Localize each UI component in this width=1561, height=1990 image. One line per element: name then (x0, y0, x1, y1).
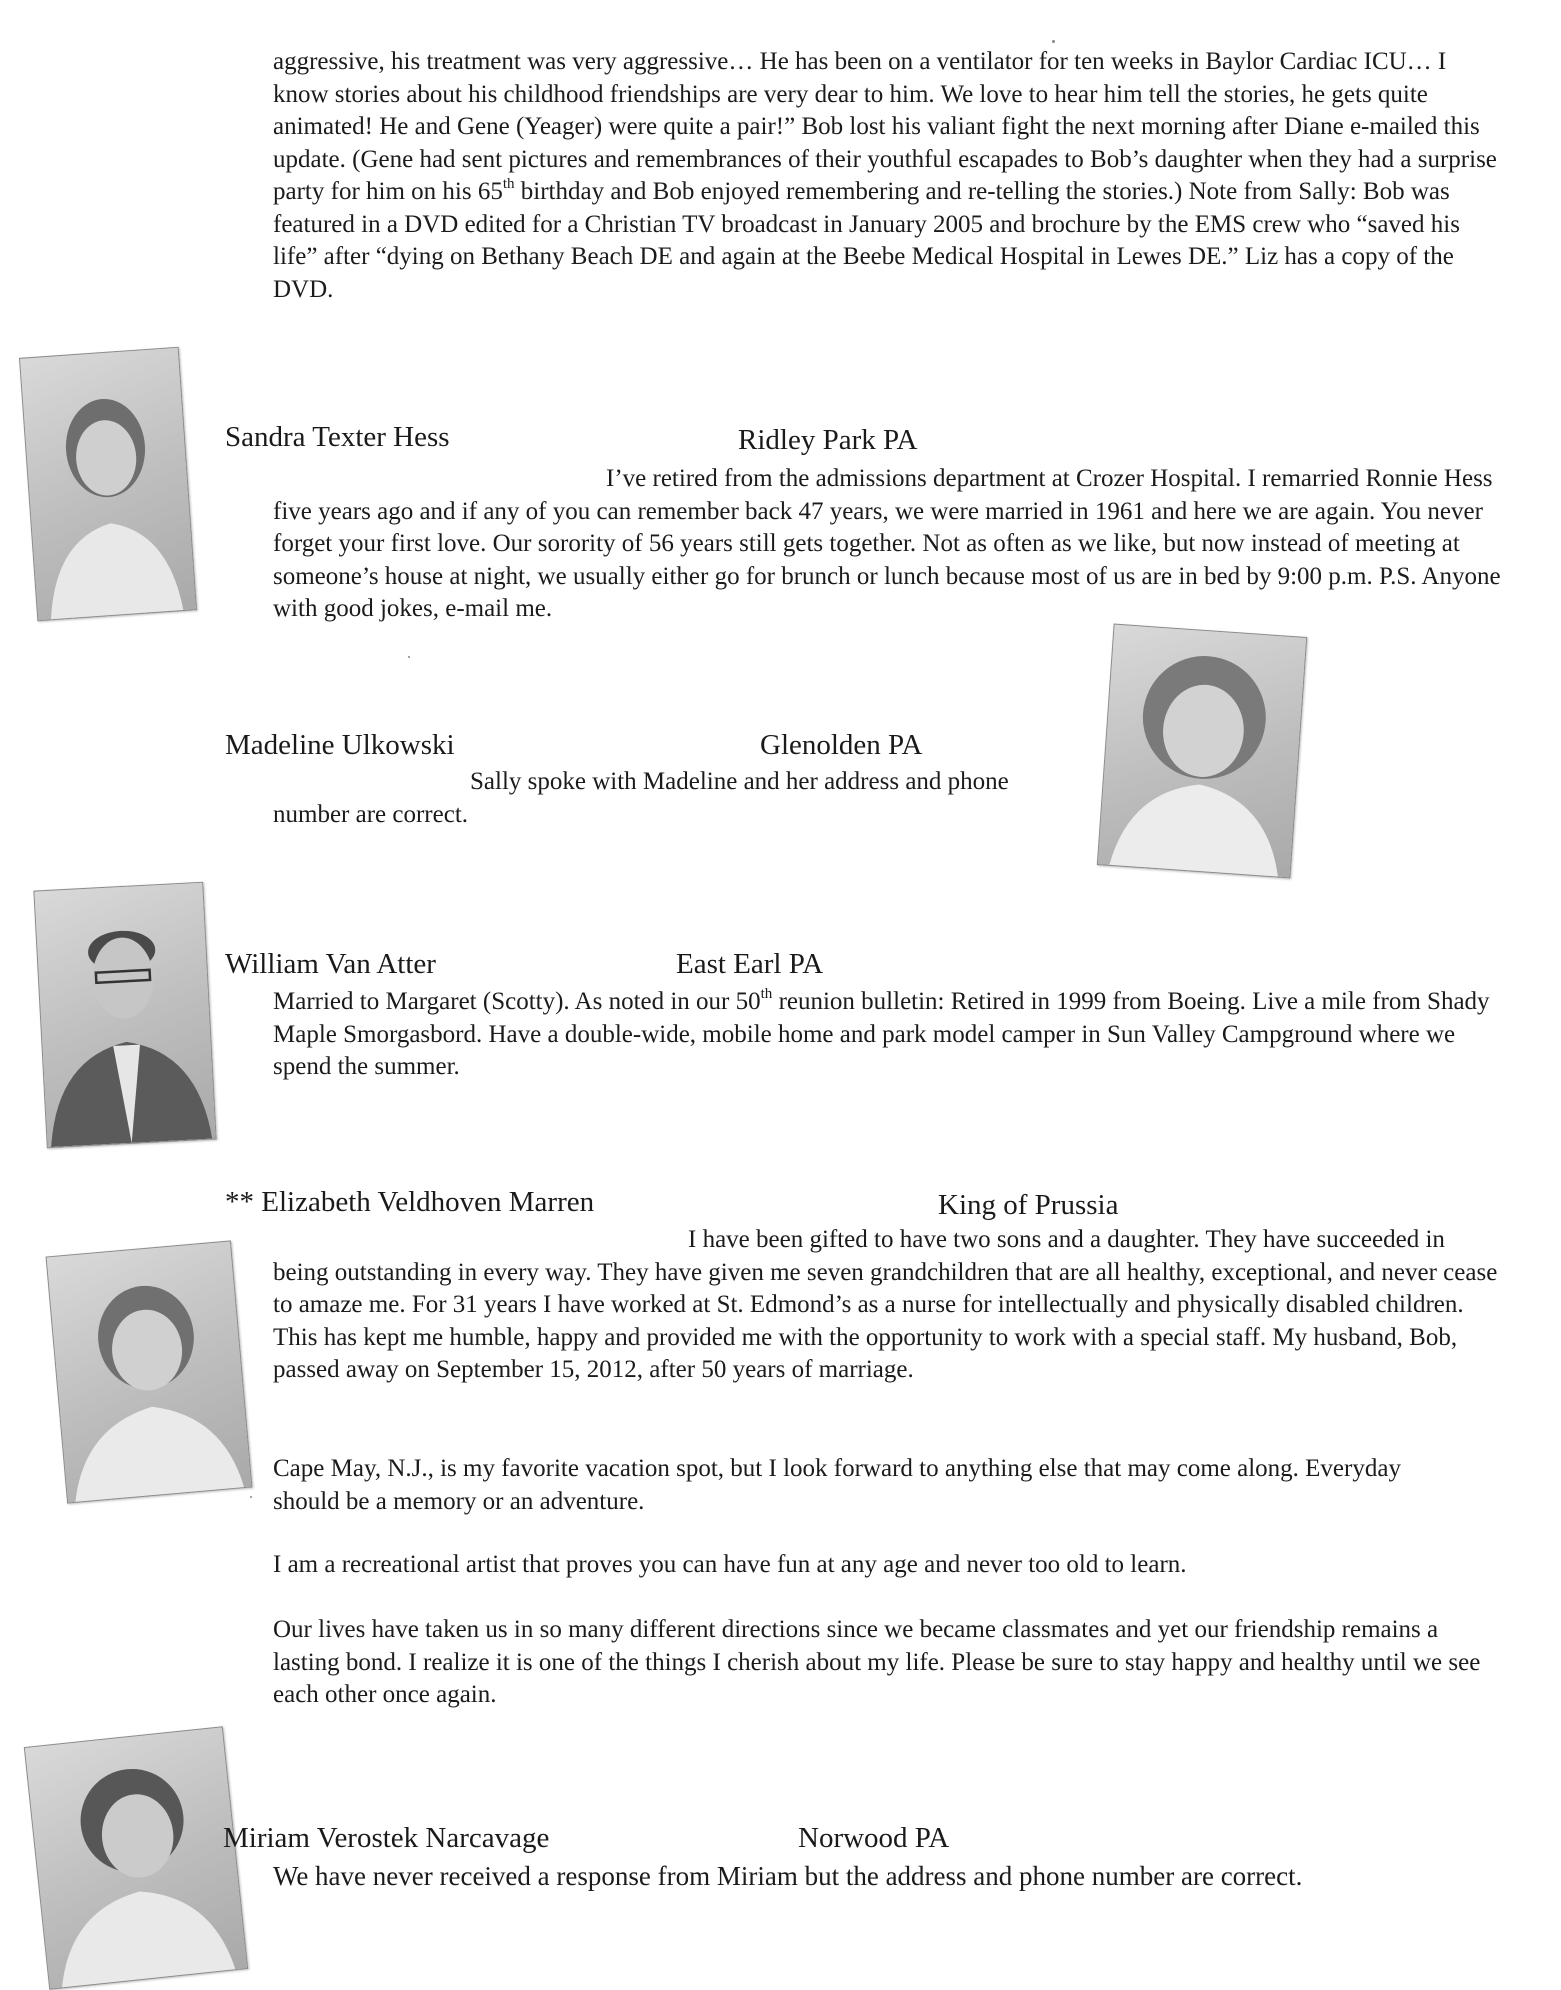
portrait-photo-elizabeth (46, 1240, 253, 1503)
person-silhouette-icon (47, 1241, 252, 1502)
person-silhouette-icon (34, 883, 215, 1147)
classmate-note-text: Cape May, N.J., is my favorite vacation spot, but I look forward to anything else that may come along. Everyday should be a memory or an adventure. (273, 1455, 1401, 1515)
portrait-photo-william (33, 882, 216, 1149)
top-paragraph-text-2: birthday and Bob enjoyed remembering and re-telling the stories.) Note from Sally: Bob was featured in a DVD edited for a Christian TV broadcast in January 2005 and brochure by the EMS crew who “saved his life” after “dying on Bethany Beach DE and again at the Beebe Medical Hospital in Lewes DE.” Liz has a copy of the DVD. (273, 178, 1460, 303)
classmate-note (273, 1860, 1523, 1893)
scan-speck (408, 656, 410, 658)
classmate-note (273, 986, 1503, 1084)
classmate-note (273, 1549, 1503, 1582)
scan-speck (1052, 40, 1055, 43)
classmate-location: Glenolden PA (760, 729, 923, 761)
top-paragraph-text-1: aggressive, his treatment was very aggressive… He has been on a ventilator for ten weeks in Baylor Cardiac ICU… I know stories about his childhood friendships are very dear to him. We love to hear him tell the stories, he gets quite animated! He and Gene (Yeager) were quite a pair!” Bob lost his valiant fight the next morning after Diane e-mailed this update. (Gene had sent pictures and remembrances of their youthful escapades to Bob’s daughter when they had a surprise party for him on his 65 (273, 48, 1497, 205)
classmate-note (273, 463, 1503, 626)
classmate-note-text-1: Married to Margaret (Scotty). As noted in our 50 (273, 988, 761, 1015)
portrait-photo-miriam (24, 1726, 248, 1990)
scan-speck (250, 1496, 252, 1498)
classmate-location: East Earl PA (676, 948, 824, 980)
classmate-note-text: Sally spoke with Madeline and her address and phone number are correct. (273, 768, 1009, 828)
classmate-name: Madeline Ulkowski (225, 729, 455, 761)
classmate-note (273, 1453, 1438, 1518)
classmate-location: Ridley Park PA (738, 424, 918, 456)
portrait-photo-sandra (19, 347, 197, 622)
classmate-location: Norwood PA (798, 1822, 950, 1854)
classmate-note-text: Our lives have taken us in so many different directions since we became classmates and yet our friendship remains a lasting bond. I realize it is one of the things I cherish about my life. Please be sure to stay happy and healthy until we see each other once again. (273, 1616, 1481, 1708)
ordinal-suffix: th (502, 175, 515, 192)
classmate-note-text: I am a recreational artist that proves you can have fun at any age and never too old to learn. (273, 1551, 1187, 1578)
classmate-name: ** Elizabeth Veldhoven Marren (225, 1186, 595, 1218)
person-silhouette-icon (25, 1727, 247, 1988)
classmate-note-text: I’ve retired from the admissions department at Crozer Hospital. I remarried Ronnie Hess five years ago and if any of you can remember back 47 years, we were married in 1961 and here we are again. You never forget your first love. Our sorority of 56 years still gets together. Not as often as we like, but now instead of meeting at someone’s house at night, we usually either go for brunch or lunch because most of us are in bed by 9:00 p.m. P.S. Anyone with good jokes, e-mail me. (273, 465, 1501, 622)
classmate-location: King of Prussia (938, 1189, 1119, 1221)
classmate-note-text: I have been gifted to have two sons and a daughter. They have succeeded in being outstanding in every way. They have given me seven grandchildren that are all healthy, exceptional, and never cease to amaze me. For 31 years I have worked at St. Edmond’s as a nurse for intellectually and physically disabled children. This has kept me humble, happy and provided me with the opportunity to work with a special staff. My husband, Bob, passed away on September 15, 2012, after 50 years of marriage. (273, 1226, 1498, 1383)
classmate-name: William Van Atter (225, 948, 436, 980)
classmate-note-text: We have never received a response from Miriam but the address and phone number are correct. (273, 1861, 1303, 1891)
portrait-photo-madeline (1097, 624, 1307, 879)
classmate-note-text-2: reunion bulletin: Retired in 1999 from Boeing. Live a mile from Shady Maple Smorgasbord. Have a double-wide, mobile home and park model camper in Sun Valley Campground where we spend the summer. (273, 988, 1490, 1080)
classmate-note (273, 1614, 1503, 1712)
ordinal-suffix: th (760, 985, 773, 1002)
classmate-name: Miriam Verostek Narcavage (223, 1822, 550, 1854)
person-silhouette-icon (1098, 625, 1306, 878)
person-silhouette-icon (20, 348, 196, 620)
classmate-name: Sandra Texter Hess (225, 421, 450, 453)
top-paragraph (273, 46, 1503, 306)
classmate-note (273, 766, 1073, 831)
classmate-note (273, 1224, 1503, 1387)
